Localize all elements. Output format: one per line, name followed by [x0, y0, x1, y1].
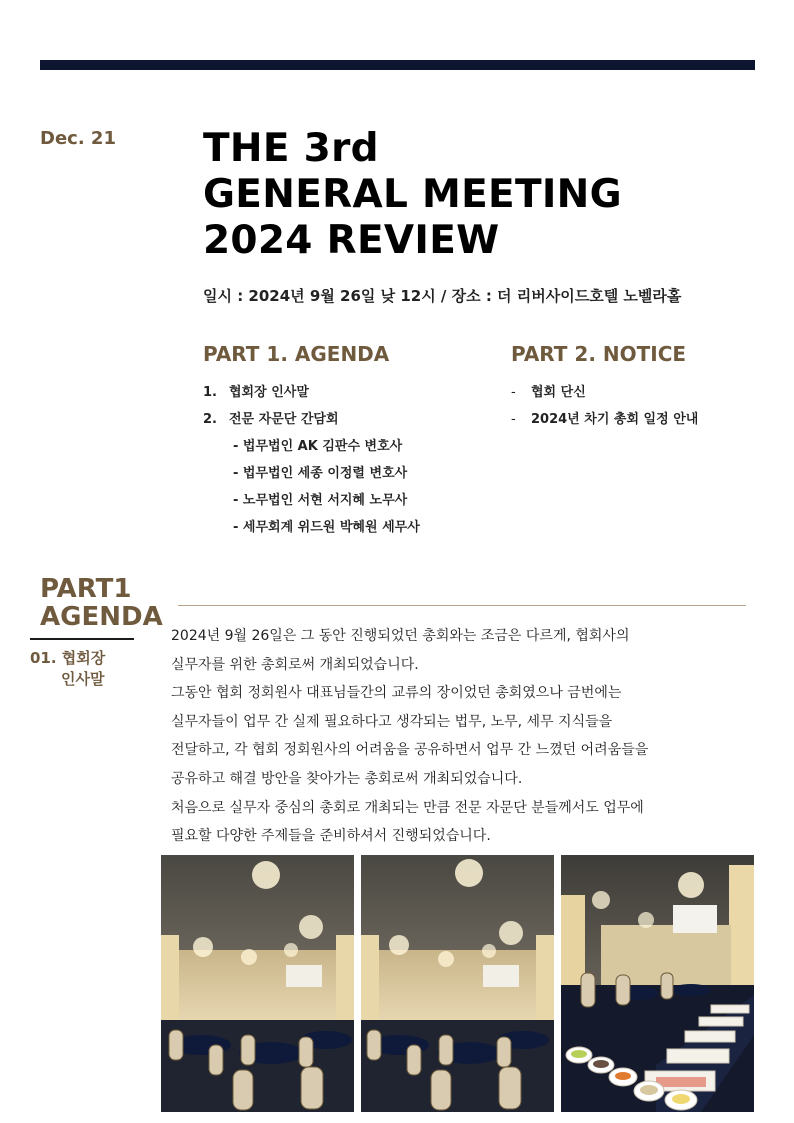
notice-list [511, 384, 771, 438]
top-header-bar [40, 60, 755, 70]
title-line: 2024 REVIEW [203, 218, 500, 263]
section-subtitle [30, 648, 130, 690]
paragraph-line: 2024년 9월 26일은 그 동안 진행되었던 총회와는 조금은 다르게, 협회사의 [171, 628, 630, 644]
list-item-text: 협회 단신 [531, 385, 586, 400]
horizontal-rule [178, 605, 746, 606]
list-item [511, 384, 771, 411]
paragraph-line: 공유하고 해결 방안을 찾아가는 총회로써 개최되었습니다. [171, 770, 523, 787]
paragraph-line: 실무자들이 업무 간 실제 필요하다고 생각되는 법무, 노무, 세무 지식들을 [171, 713, 613, 730]
title-line: THE 3rd [203, 126, 379, 171]
agenda-list [203, 384, 503, 546]
list-item [203, 411, 503, 438]
paragraph-line: 그동안 협회 정회원사 대표님들간의 교류의 장이었던 총회였으나 금번에는 [171, 685, 622, 702]
list-item-text: 협회장 인사말 [229, 385, 309, 400]
title-line: GENERAL MEETING [203, 172, 622, 217]
section-subtitle-line: 인사말 [61, 670, 105, 688]
part1-heading: PART 1. AGENDA [203, 342, 390, 366]
buffet-photo [561, 855, 754, 1112]
paragraph-line: 전달하고, 각 협회 정회원사의 어려움을 공유하면서 업무 간 느꼈던 어려움들을 [171, 742, 649, 759]
issue-date: Dec. 21 [40, 128, 116, 149]
advisor-item: - 노무법인 서현 서지혜 노무사 [233, 493, 408, 508]
advisor-item: - 법무법인 세종 이정렬 변호사 [233, 466, 408, 481]
part2-heading: PART 2. NOTICE [511, 342, 687, 366]
paragraph-line: 필요할 다양한 주제들을 준비하셔서 진행되었습니다. [171, 828, 491, 845]
list-item-number: 2. [203, 412, 217, 427]
section-title [40, 575, 163, 631]
advisor-item: - 세무회계 위드원 박혜원 세무사 [233, 520, 420, 535]
ballroom-photo [361, 855, 554, 1112]
list-item-text: 전문 자문단 간담회 [229, 412, 339, 427]
list-item-text: 2024년 차기 총회 일정 안내 [531, 412, 699, 427]
paragraph-line: 처음으로 실무자 중심의 총회로 개최되는 만큼 전문 자문단 분들께서도 업무에 [171, 799, 644, 816]
section-title-line: AGENDA [40, 602, 163, 632]
page-title [203, 126, 763, 264]
paragraph-line: 실무자를 위한 총회로써 개최되었습니다. [171, 656, 419, 673]
event-info: 일시 : 2024년 9월 26일 낮 12시 / 장소 : 더 리버사이드호텔 노벨라홀 [203, 287, 682, 305]
section-title-line: PART1 [40, 574, 132, 604]
ballroom-photo [161, 855, 354, 1112]
list-item [511, 411, 771, 438]
section-subtitle-line: 01. 협회장 [30, 649, 106, 667]
advisor-item: - 법무법인 AK 김판수 변호사 [233, 439, 403, 454]
list-item-dash: - [511, 412, 516, 427]
list-item [203, 384, 503, 411]
section-divider [30, 638, 134, 640]
body-paragraph [171, 622, 761, 851]
list-item-number: 1. [203, 385, 217, 400]
list-item-dash: - [511, 385, 516, 400]
